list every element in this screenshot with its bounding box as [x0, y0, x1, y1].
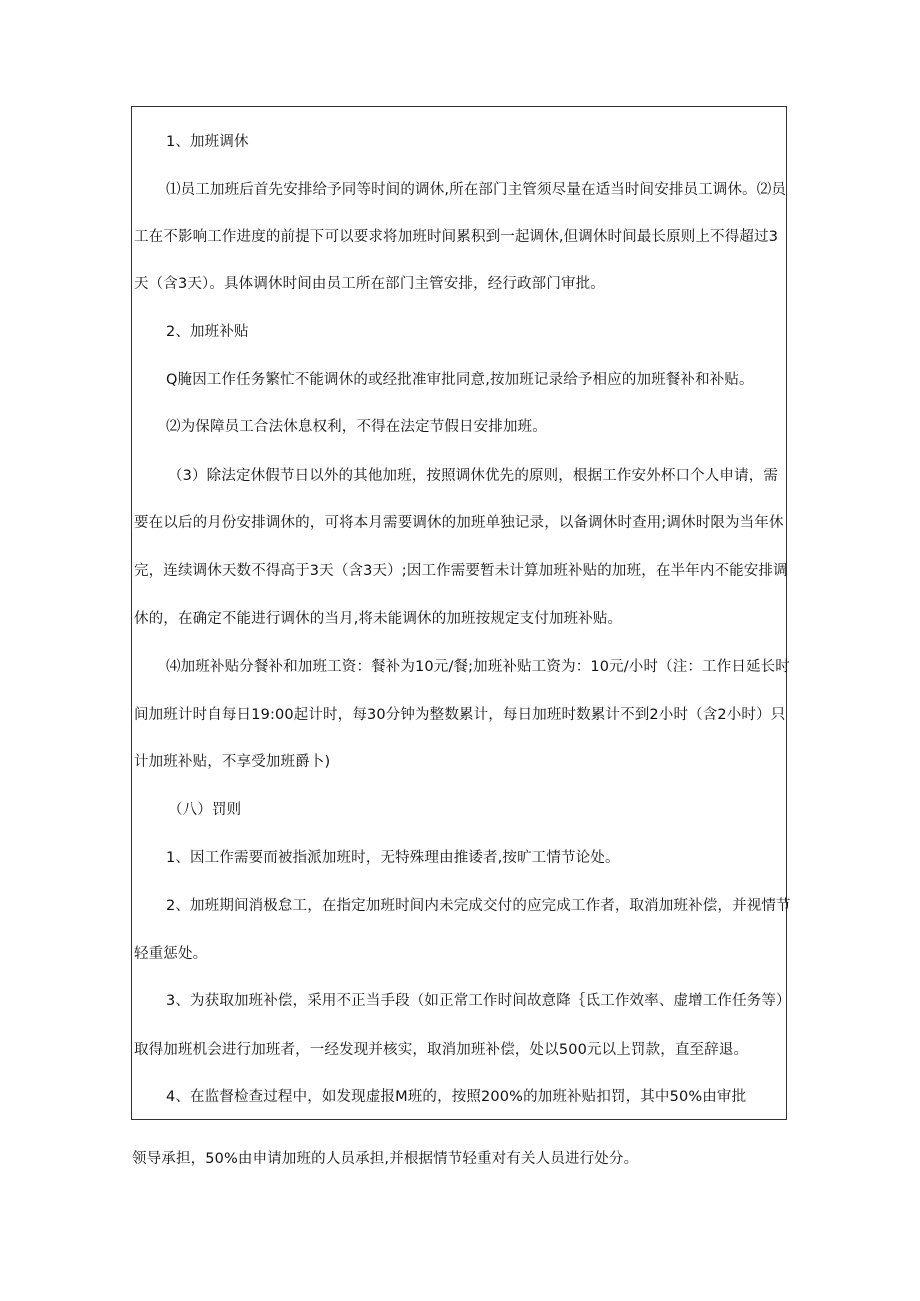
section-heading-penalties: （八）罚则 [168, 802, 242, 818]
paragraph-line: 取得加班机会进行加班者，一经发现并核实，取消加班补偿，处以500元以上罚款，直至辞退。 [134, 1042, 749, 1058]
paragraph-line: 2、加班期间消极怠工，在指定加班时间内未完成交付的应完成工作者，取消加班补偿，并视情节 [166, 898, 791, 914]
paragraph-line: ⑷加班补贴分餐补和加班工资：餐补为10元/餐;加班补贴工资为：10元/小时（注：工作日延长时 [166, 659, 790, 675]
section-heading-overtime-leave: 1、加班调休 [166, 134, 249, 150]
paragraph-line: Q腌因工作任务繁忙不能调休的或经批准审批同意,按加班记录给予相应的加班餐补和补贴。 [166, 372, 754, 388]
paragraph-line: （3）除法定休假节日以外的其他加班，按照调休优先的原则，根据工作安外杯口个人申请，需 [168, 468, 779, 484]
paragraph-line: 工在不影响工作进度的前提下可以要求将加班时间累积到一起调休,但调休时间最长原则上不得超过3 [134, 229, 779, 245]
paragraph-line-outside-frame: 领导承担，50%由申请加班的人员承担,并根据情节轻重对有关人员进行处分。 [132, 1151, 639, 1167]
paragraph-line: 计加班补贴，不享受加班爵卜) [134, 754, 331, 770]
paragraph-line: 1、因工作需要而被指派加班时，无特殊理由推诿者,按旷工情节论处。 [166, 850, 620, 866]
paragraph-line: 完，连续调休天数不得高于3天（含3天）;因工作需要暂未计算加班补贴的加班，在半年内不能安排调 [134, 563, 788, 579]
paragraph-line: 要在以后的月份安排调休的，可将本月需要调休的加班单独记录，以备调休时查用;调休时限为当年休 [134, 515, 784, 531]
paragraph-line: ⑵为保障员工合法休息权利，不得在法定节假日安排加班。 [166, 419, 547, 435]
section-heading-overtime-subsidy: 2、加班补贴 [166, 324, 249, 340]
paragraph-line: 休的，在确定不能进行调休的当月,将未能调休的加班按规定支付加班补贴。 [134, 611, 623, 627]
paragraph-line: 4、在监督检查过程中，如发现虚报M班的，按照200%的加班补贴扣罚，其中50%由审批 [166, 1089, 747, 1105]
paragraph-line: 天（含3天）。具体调休时间由员工所在部门主管安排，经行政部门审批。 [134, 276, 605, 292]
paragraph-line: 间加班计时自每日19:00起计时，每30分钟为整数累计，每日加班时数累计不到2小时（含2小时）只 [134, 707, 786, 723]
paragraph-line: 3、为获取加班补偿，采用不正当手段（如正常工作时间故意降｛氐工作效率、虚增工作任务等） [166, 993, 791, 1009]
paragraph-line: ⑴员工加班后首先安排给予同等时间的调休,所在部门主管须尽量在适当时间安排员工调休。⑵员 [166, 182, 787, 198]
paragraph-line: 轻重惩处。 [134, 946, 208, 962]
